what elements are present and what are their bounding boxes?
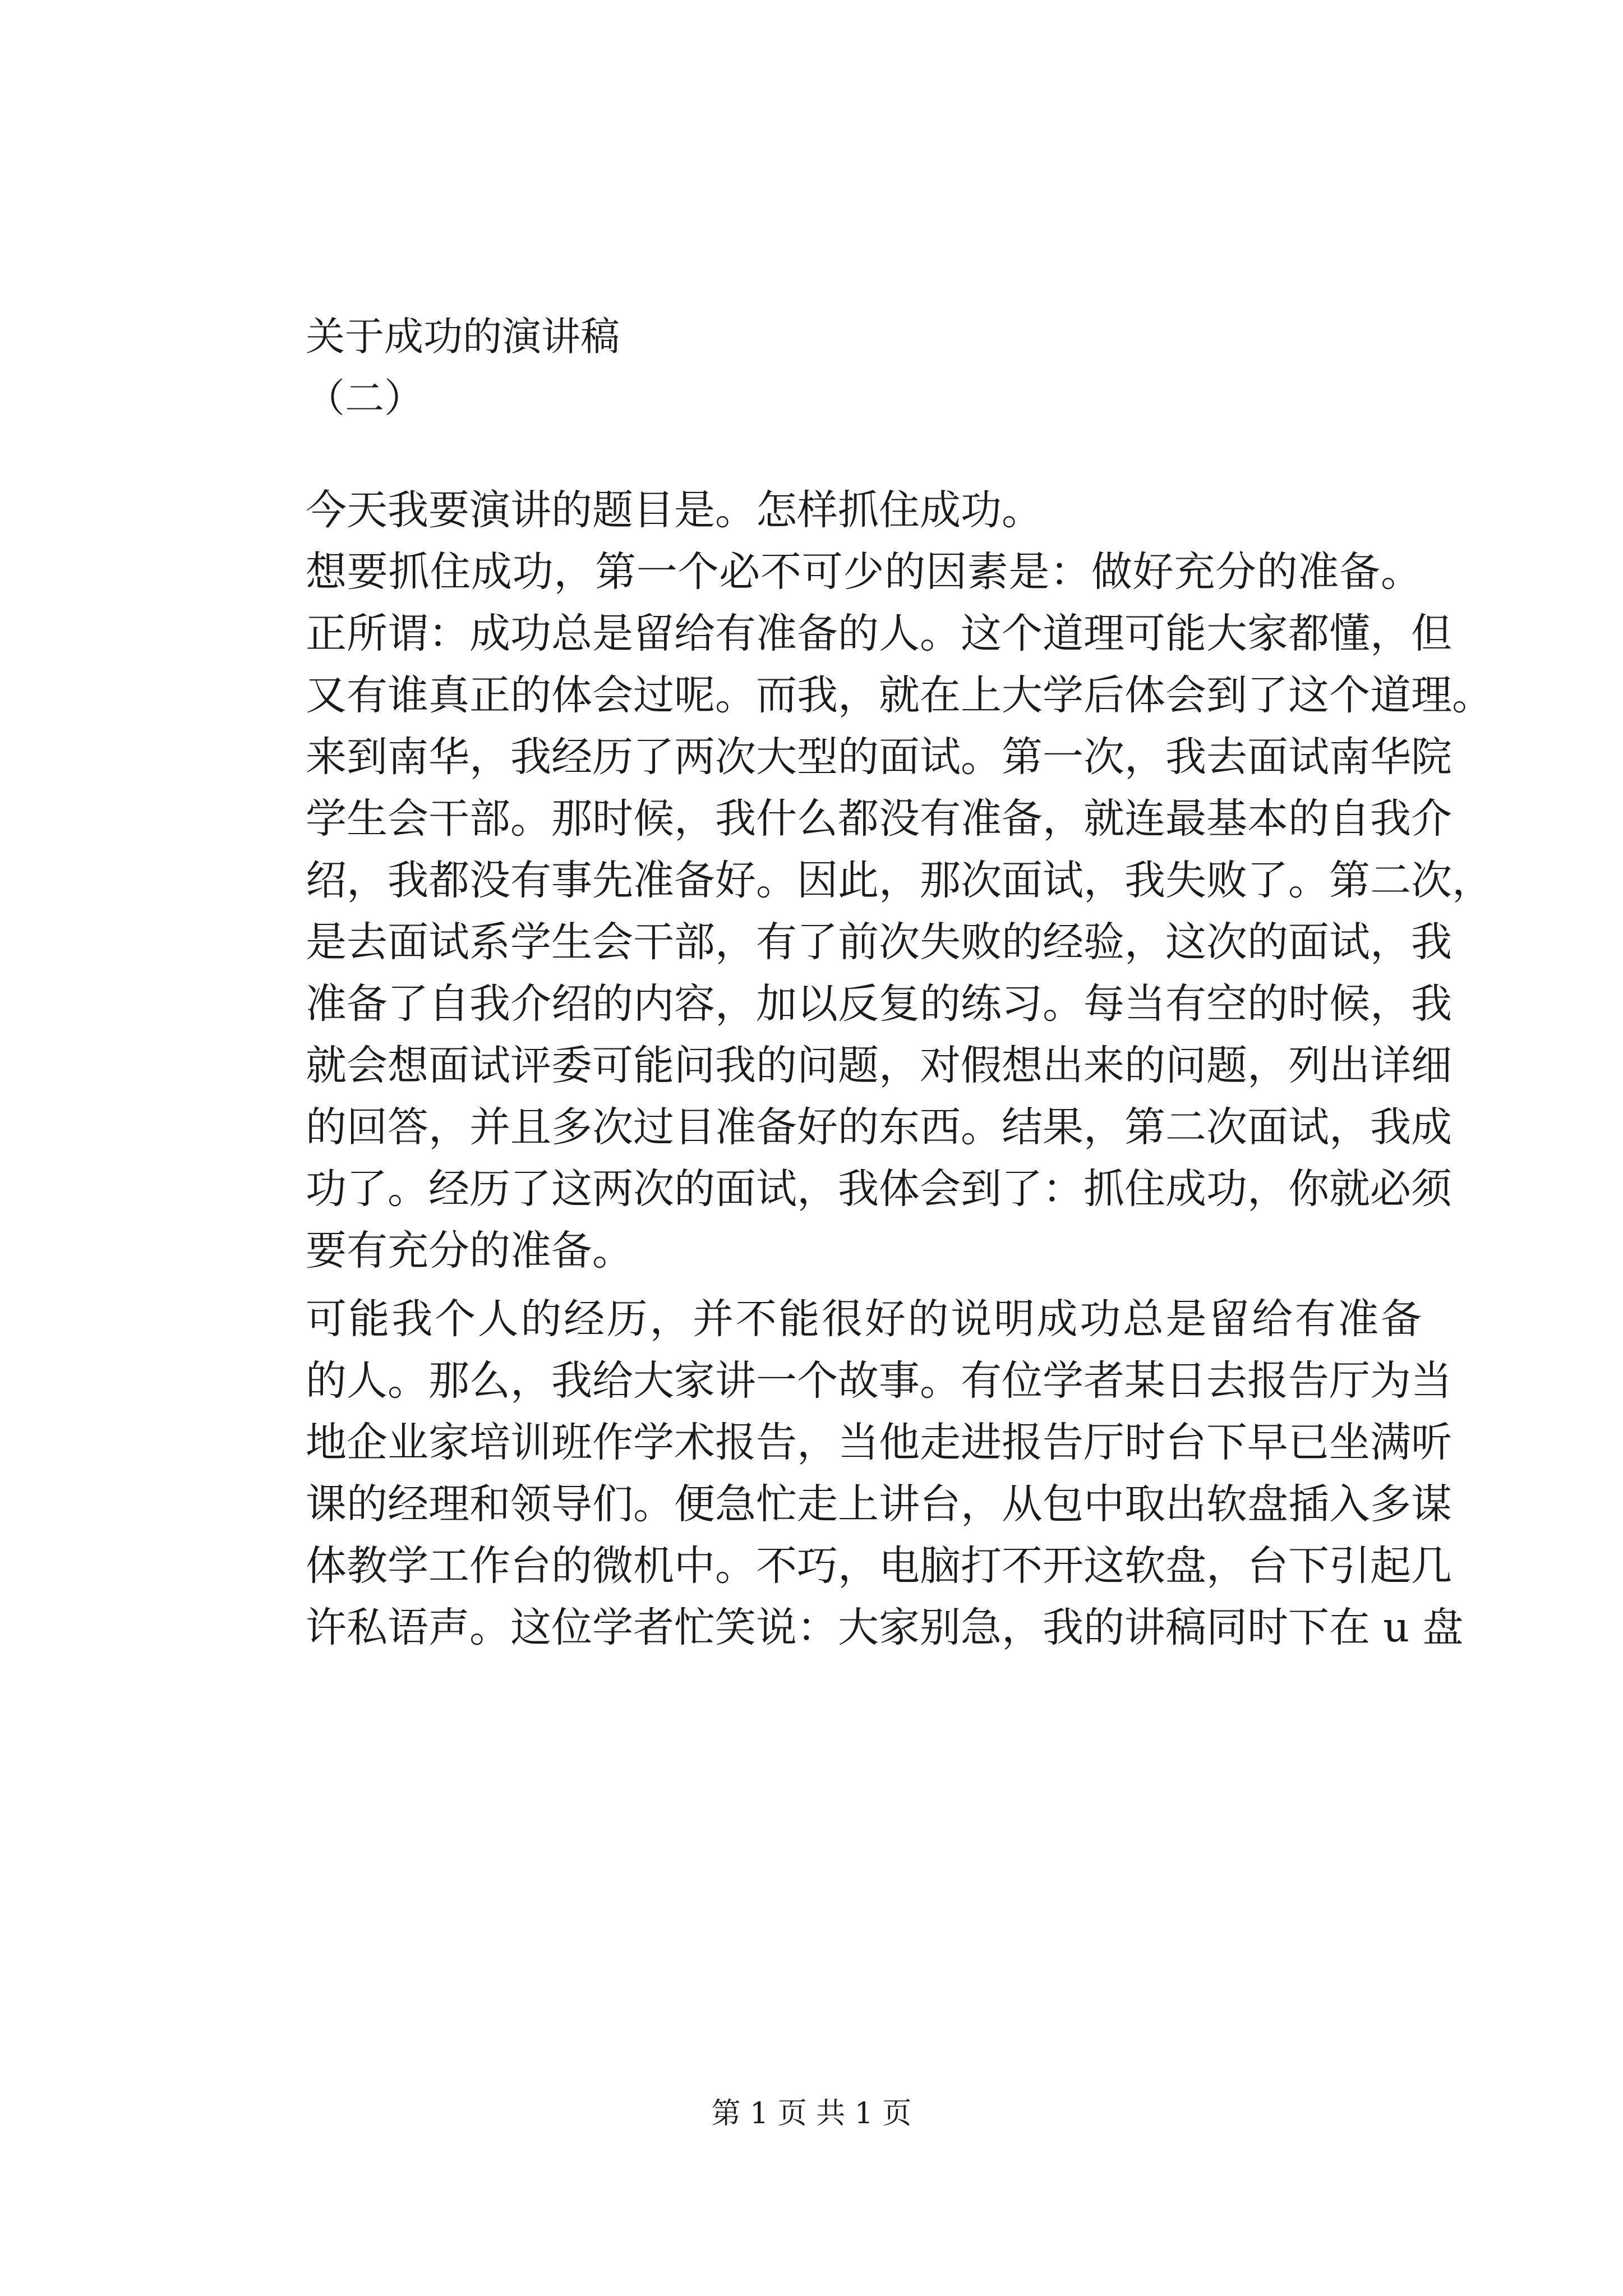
body-line: 功了。经历了这两次的面试，我体会到了：抓住成功，你就必须	[306, 1165, 1452, 1213]
body-line: 正所谓：成功总是留给有准备的人。这个道理可能大家都懂，但	[306, 610, 1452, 657]
body-line: 的回答，并且多次过目准备好的东西。结果，第二次面试，我成	[306, 1103, 1452, 1151]
body-line: 要有充分的准备。	[306, 1227, 633, 1274]
body-line: 地企业家培训班作学术报告，当他走进报告厅时台下早已坐满听	[306, 1419, 1452, 1466]
body-line: 是去面试系学生会干部，有了前次失败的经验，这次的面试，我	[306, 918, 1452, 966]
body-line: 体教学工作台的微机中。不巧，电脑打不开这软盘，台下引起几	[306, 1542, 1452, 1590]
body-line: 准备了自我介绍的内容，加以反复的练习。每当有空的时候，我	[306, 980, 1452, 1028]
body-line: 又有谁真正的体会过呢。而我，就在上大学后体会到了这个道理。	[306, 671, 1493, 719]
body-line: 今天我要演讲的题目是。怎样抓住成功。	[306, 486, 1043, 534]
body-line: 课的经理和领导们。便急忙走上讲台，从包中取出软盘插入多谋	[306, 1480, 1452, 1528]
document-title: 关于成功的演讲稿	[306, 314, 620, 360]
body-line: 许私语声。这位学者忙笑说：大家别急，我的讲稿同时下在 u 盘	[306, 1604, 1464, 1651]
body-line: 绍，我都没有事先准备好。因此，那次面试，我失败了。第二次，	[306, 857, 1493, 904]
body-line: 来到南华，我经历了两次大型的面试。第一次，我去面试南华院	[306, 733, 1452, 781]
document-subtitle: （二）	[306, 375, 423, 421]
body-line: 想要抓住成功，第一个必不可少的因素是：做好充分的准备。	[306, 548, 1422, 596]
page-number-footer: 第 1 页 共 1 页	[711, 2097, 912, 2131]
body-line: 可能我个人的经历，并不能很好的说明成功总是留给有准备	[306, 1295, 1422, 1343]
body-line: 的人。那么，我给大家讲一个故事。有位学者某日去报告厅为当	[306, 1357, 1452, 1405]
body-line: 就会想面试评委可能问我的问题，对假想出来的问题，列出详细	[306, 1042, 1452, 1089]
body-line: 学生会干部。那时候，我什么都没有准备，就连最基本的自我介	[306, 795, 1452, 843]
